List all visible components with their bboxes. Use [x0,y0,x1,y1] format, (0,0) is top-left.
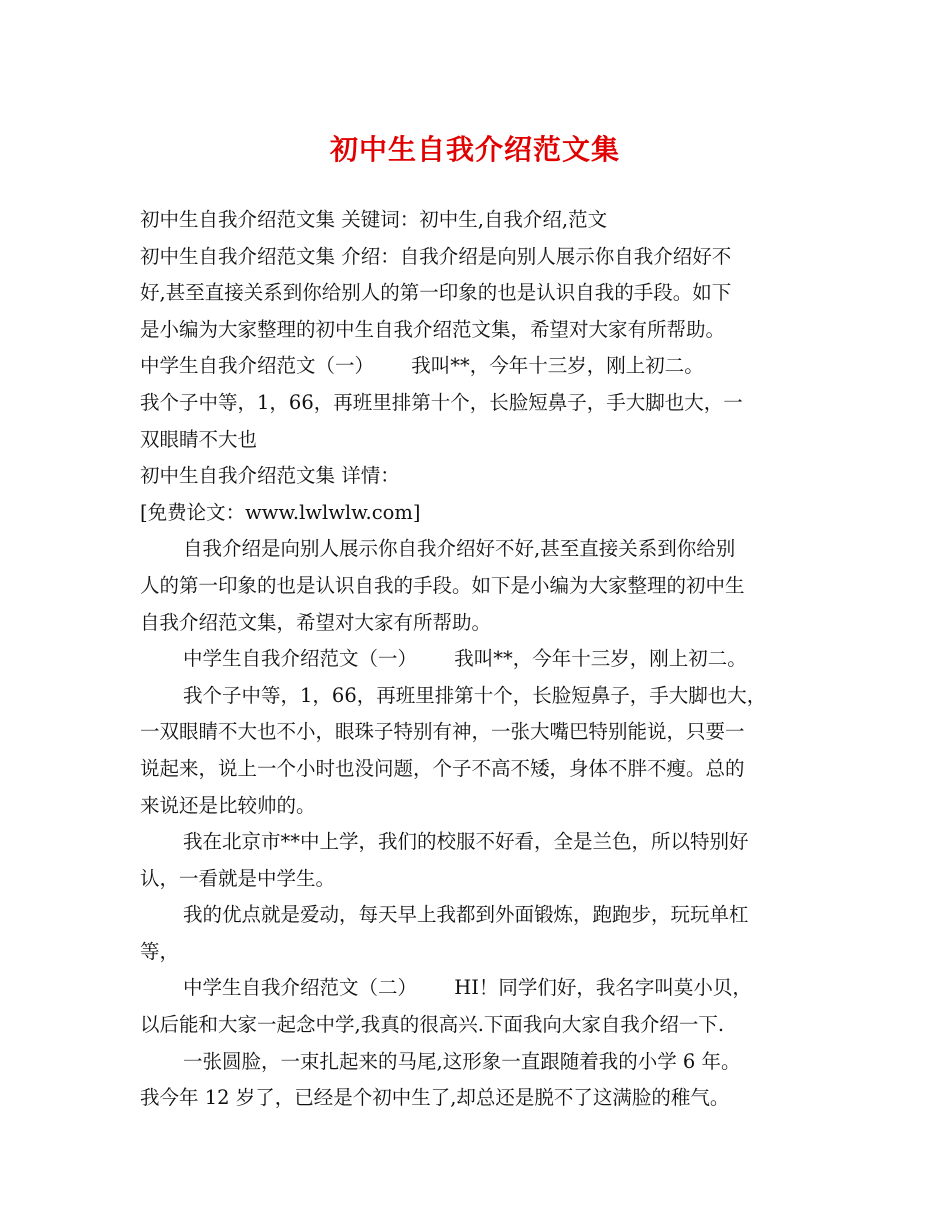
paragraph-line: 以后能和大家一起念中学,我真的很高兴.下面我向大家自我介绍一下. [140,1013,725,1037]
paragraph-line: 我的优点就是爱动，每天早上我都到外面锻炼，跑跑步，玩玩单杠 [183,903,749,927]
paragraph-line: 中学生自我介绍范文（一） 我叫**，今年十三岁，刚上初二。 [183,647,747,671]
paragraph-line: 自我介绍是向别人展示你自我介绍好不好,甚至直接关系到你给别 [183,537,736,561]
details-heading: 初中生自我介绍范文集 详情： [140,464,400,488]
summary-excerpt-line: 我个子中等，1，66，再班里排第十个，长脸短鼻子，手大脚也大，一 [140,390,743,414]
paragraph-line: 一双眼睛不大也不小，眼珠子特别有神，一张大嘴巴特别能说，只要一 [140,720,745,744]
paragraph-line: 人的第一印象的也是认识自我的手段。如下是小编为大家整理的初中生 [140,573,745,597]
summary-intro-line: 初中生自我介绍范文集 介绍：自我介绍是向别人展示你自我介绍好不 [140,244,732,268]
document-body [140,202,820,1117]
summary-intro-line: 好,甚至直接关系到你给别人的第一印象的也是认识自我的手段。如下 [140,281,732,305]
paragraph-line: 等， [140,939,180,963]
source-link-text: [免费论文：www.lwlwlw.com] [140,500,421,524]
paragraph-line: 我今年 12 岁了，已经是个初中生了,却总还是脱不了这满脸的稚气。 [140,1086,730,1110]
paragraph-line: 我个子中等，1，66，再班里排第十个，长脸短鼻子，手大脚也大， [183,683,767,707]
summary-intro-line: 是小编为大家整理的初中生自我介绍范文集，希望对大家有所帮助。 [140,317,726,341]
paragraph-line: 认，一看就是中学生。 [140,866,336,890]
paragraph-line: 我在北京市**中上学，我们的校服不好看，全是兰色，所以特别好 [183,830,749,854]
summary-excerpt-line: 中学生自我介绍范文（一） 我叫**，今年十三岁，刚上初二。 [140,354,704,378]
paragraph-line: 中学生自我介绍范文（二） HI！同学们好，我名字叫莫小贝， [183,976,752,1000]
paragraph-line: 来说还是比较帅的。 [140,793,316,817]
paragraph-line: 一张圆脸，一束扎起来的马尾,这形象一直跟随着我的小学 6 年。 [183,1049,741,1073]
summary-keywords-line: 初中生自我介绍范文集 关键词：初中生,自我介绍,范文 [140,208,608,231]
paragraph-line: 自我介绍范文集，希望对大家有所帮助。 [140,610,492,634]
paragraph-line: 说起来，说上一个小时也没问题，个子不高不矮，身体不胖不瘦。总的 [140,756,745,780]
summary-excerpt-line: 双眼睛不大也 [140,427,258,451]
document-title: 初中生自我介绍范文集 [329,133,620,166]
